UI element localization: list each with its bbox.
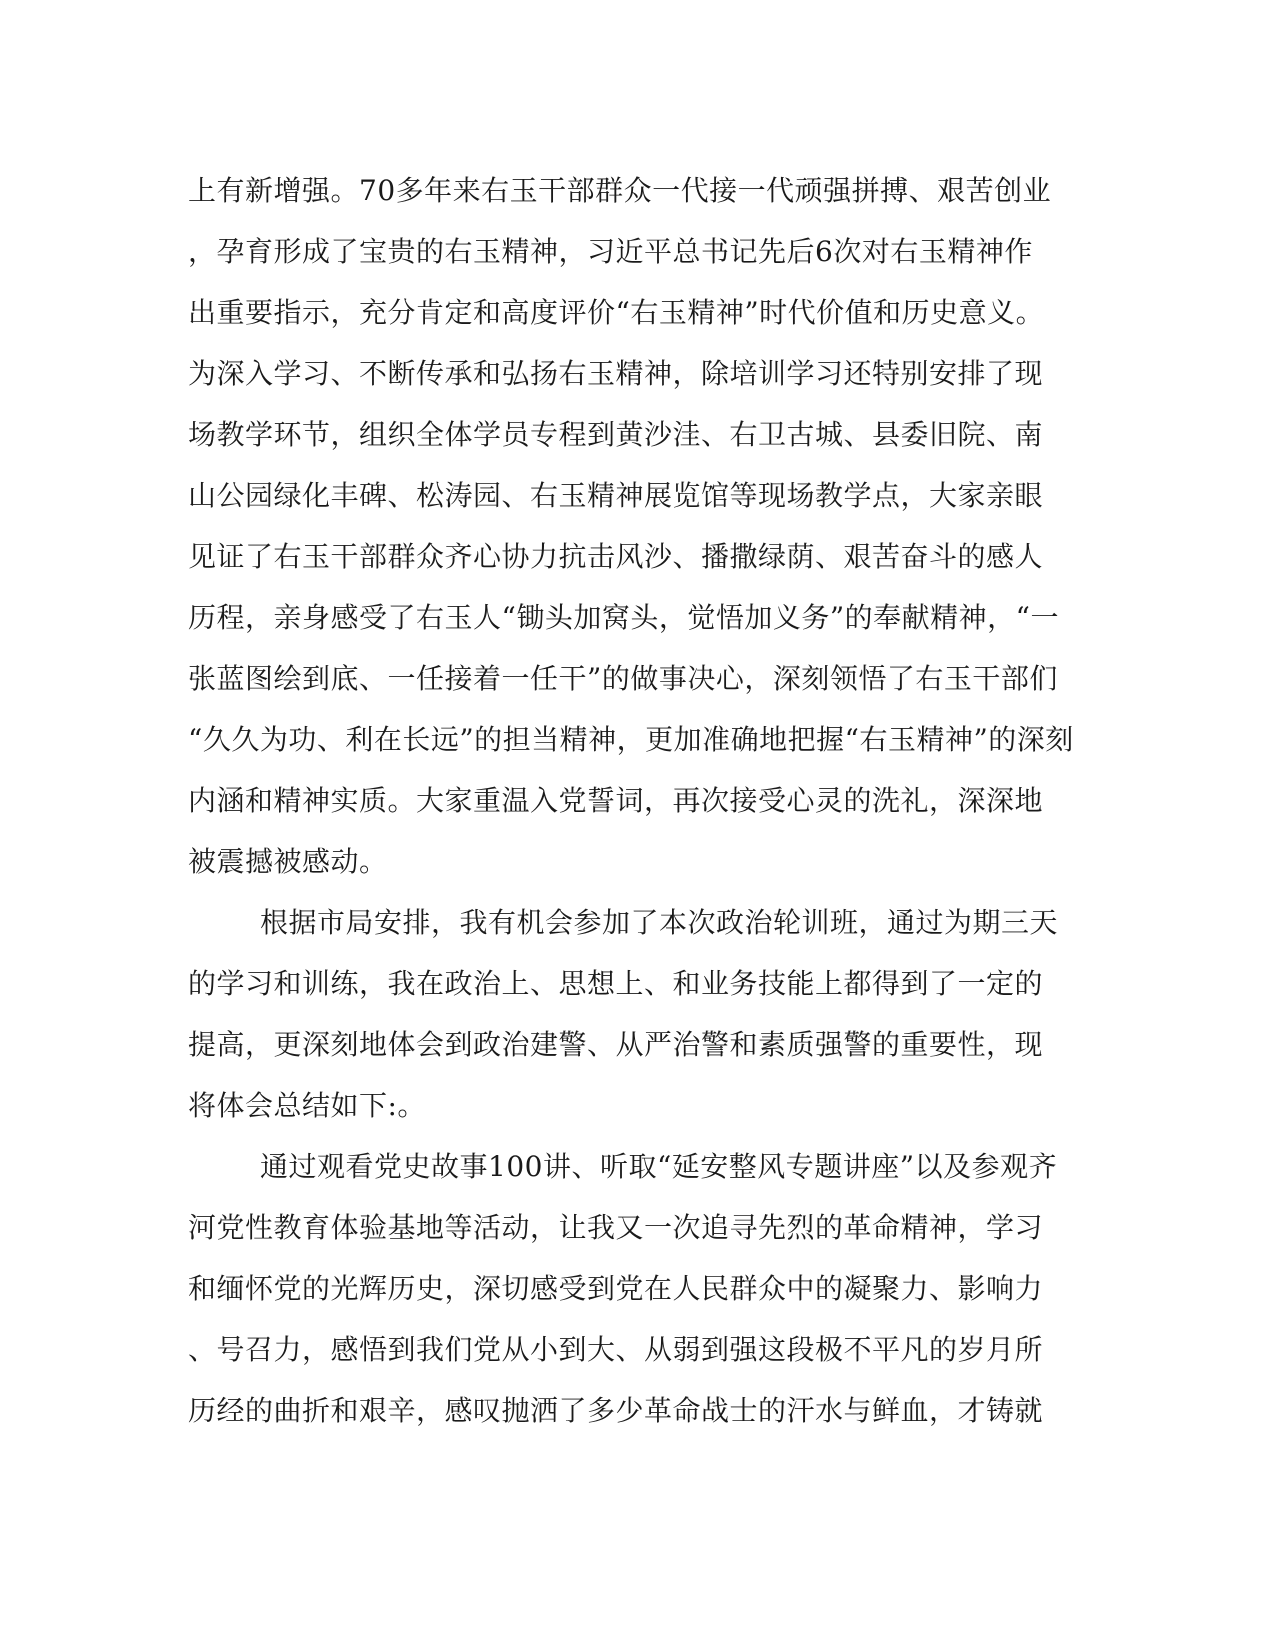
text-line: “久久为功、利在长远”的担当精神，更加准确地把握“右玉精神”的深刻: [188, 723, 1074, 756]
text-line: 场教学环节，组织全体学员专程到黄沙洼、右卫古城、县委旧院、南: [188, 418, 1044, 451]
text-line: 历程，亲身感受了右玉人“锄头加窝头，觉悟加义务”的奉献精神，“一: [188, 601, 1059, 634]
body-text: [188, 160, 1088, 1441]
text-line: 出重要指示，充分肯定和高度评价“右玉精神”时代价值和历史意义。: [188, 296, 1045, 329]
text-line: 内涵和精神实质。大家重温入党誓词，再次接受心灵的洗礼，深深地: [188, 784, 1044, 817]
text-line: 、号召力，感悟到我们党从小到大、从弱到强这段极不平凡的岁月所: [188, 1333, 1044, 1366]
text-line: ，孕育形成了宝贵的右玉精神，习近平总书记先后6次对右玉精神作: [188, 235, 1033, 268]
text-line: 河党性教育体验基地等活动，让我又一次追寻先烈的革命精神，学习: [188, 1211, 1044, 1244]
text-line: 提高，更深刻地体会到政治建警、从严治警和素质强警的重要性，现: [188, 1028, 1044, 1061]
text-line: 历经的曲折和艰辛，感叹抛洒了多少革命战士的汗水与鲜血，才铸就: [188, 1394, 1044, 1427]
text-line: 将体会总结如下:。: [188, 1089, 426, 1122]
text-line: 通过观看党史故事100讲、听取“延安整风专题讲座”以及参观齐: [260, 1150, 1058, 1183]
text-line: 山公园绿化丰碑、松涛园、右玉精神展览馆等现场教学点，大家亲眼: [188, 479, 1044, 512]
paragraph-3: [188, 1136, 1088, 1441]
paragraph-2: [188, 892, 1088, 1136]
text-line: 张蓝图绘到底、一任接着一任干”的做事决心，深刻领悟了右玉干部们: [188, 662, 1058, 695]
text-line: 根据市局安排，我有机会参加了本次政治轮训班，通过为期三天: [260, 906, 1059, 939]
text-line: 的学习和训练，我在政治上、思想上、和业务技能上都得到了一定的: [188, 967, 1044, 1000]
text-line: 为深入学习、不断传承和弘扬右玉精神，除培训学习还特别安排了现: [188, 357, 1044, 390]
text-line: 见证了右玉干部群众齐心协力抗击风沙、播撒绿荫、艰苦奋斗的感人: [188, 540, 1044, 573]
text-line: 上有新增强。70多年来右玉干部群众一代接一代顽强拼搏、艰苦创业: [188, 174, 1052, 207]
paragraph-1: [188, 160, 1088, 892]
text-line: 被震撼被感动。: [188, 845, 388, 878]
text-line: 和缅怀党的光辉历史，深切感受到党在人民群众中的凝聚力、影响力: [188, 1272, 1044, 1305]
